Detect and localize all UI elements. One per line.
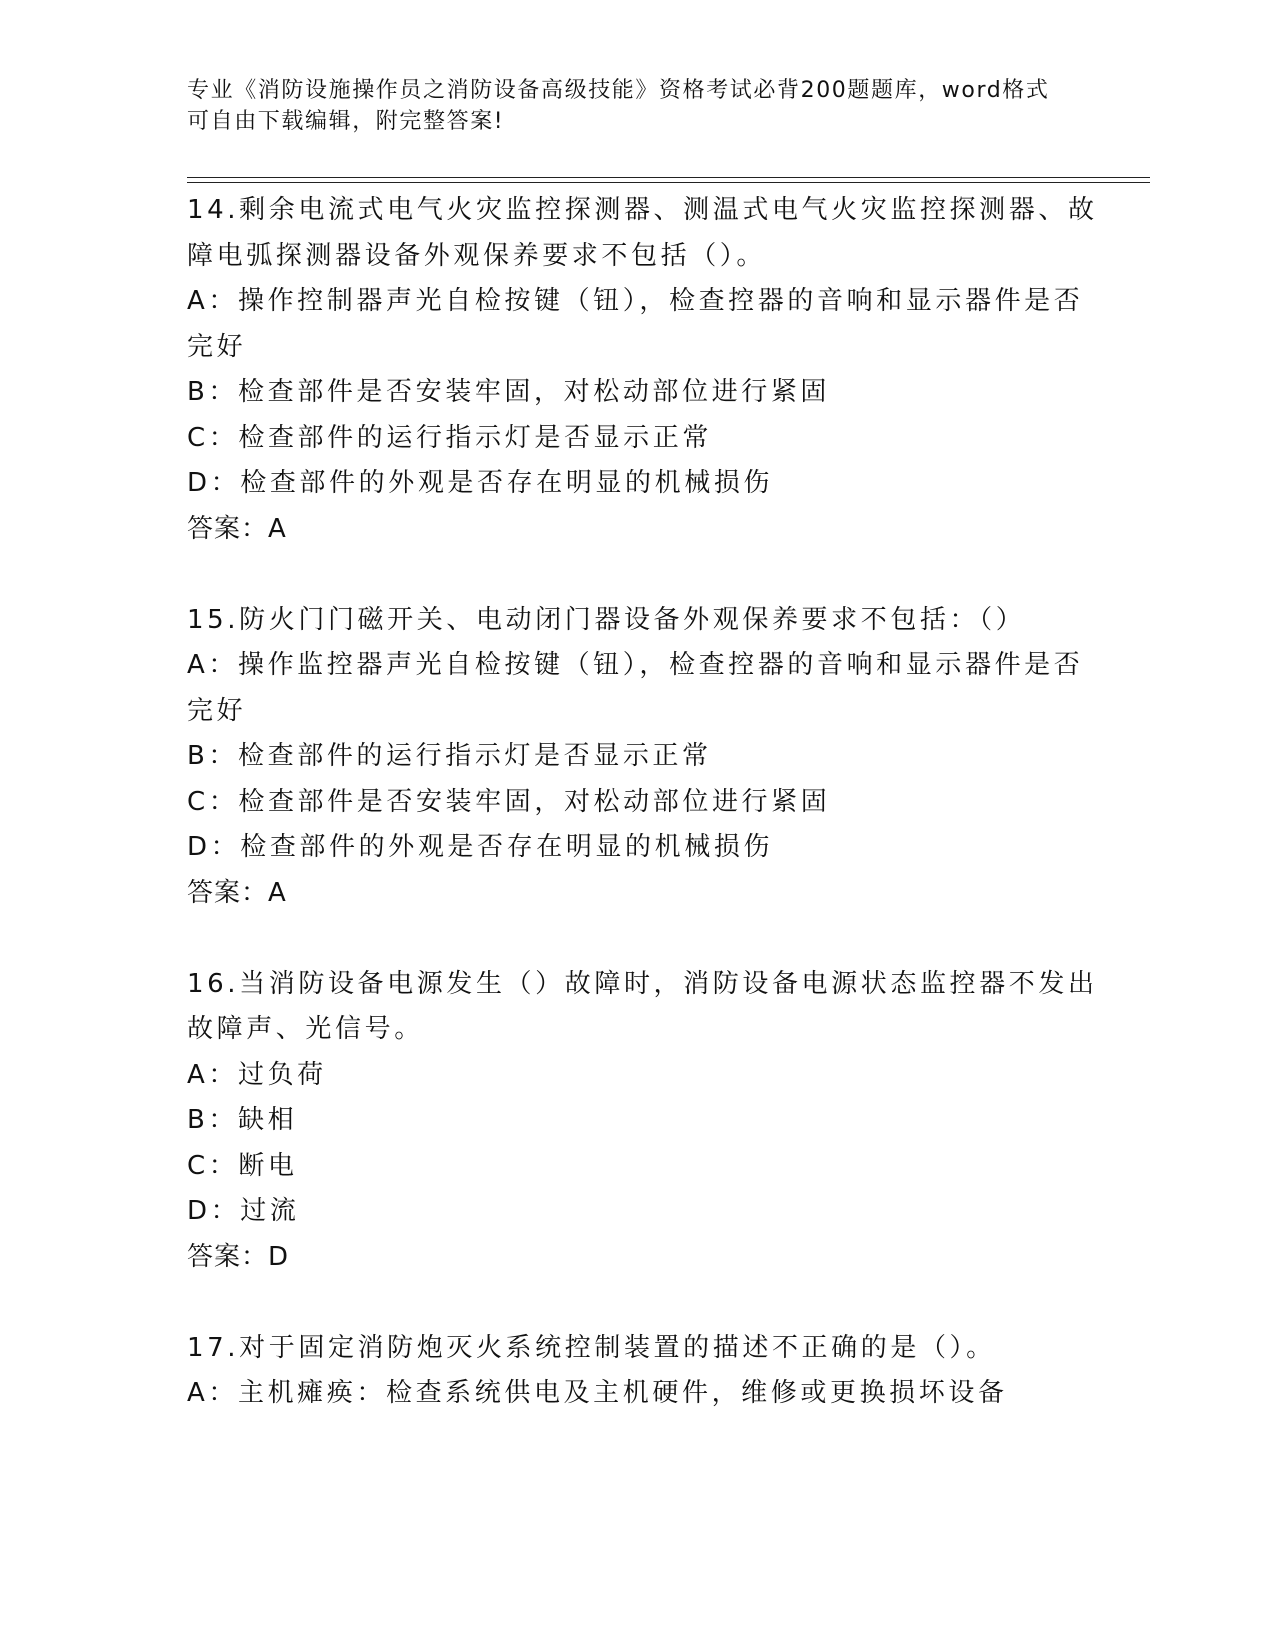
header-divider-bottom (187, 182, 1150, 183)
question-stem-line: 15.防火门门磁开关、电动闭门器设备外观保养要求不包括：（） (187, 604, 1026, 635)
option-a-continued: 完好 (187, 331, 247, 362)
option-a: A：过负荷 (187, 1059, 327, 1090)
answer-line: 答案：D (187, 1241, 290, 1272)
document-header: 专业《消防设施操作员之消防设备高级技能》资格考试必背200题题库，word格式可自由下载编辑，附完整答案! (187, 78, 1050, 134)
question-list (187, 188, 1098, 1417)
question-15 (187, 598, 1084, 917)
option-d: D：检查部件的外观是否存在明显的机械损伤 (187, 468, 774, 498)
question-stem-line: 障电弧探测器设备外观保养要求不包括（）。 (187, 240, 767, 271)
question-14 (187, 188, 1098, 552)
question-stem-line: 故障声、光信号。 (187, 1014, 424, 1044)
option-a: A：主机瘫痪：检查系统供电及主机硬件，维修或更换损坏设备 (187, 1378, 1008, 1408)
option-a: A：操作控制器声光自检按键（钮），检查控器的音响和显示器件是否 (187, 286, 1084, 316)
option-c: C：检查部件是否安装牢固，对松动部位进行紧固 (187, 786, 831, 817)
option-a-continued: 完好 (187, 695, 247, 726)
question-stem-line: 17.对于固定消防炮灭火系统控制装置的描述不正确的是（）。 (187, 1332, 996, 1363)
question-spacer (187, 916, 1067, 962)
option-d: D：过流 (187, 1196, 300, 1226)
question-stem-line: 14.剩余电流式电气火灾监控探测器、测温式电气火灾监控探测器、故 (187, 195, 1098, 225)
question-spacer (187, 552, 1067, 598)
question-stem-line: 16.当消防设备电源发生（）故障时，消防设备电源状态监控器不发出 (187, 968, 1098, 999)
question-17 (187, 1326, 1067, 1417)
answer-line: 答案：A (187, 877, 287, 908)
option-b: B：检查部件的运行指示灯是否显示正常 (187, 741, 712, 771)
option-b: B：缺相 (187, 1105, 298, 1135)
answer-line: 答案：A (187, 513, 287, 544)
option-a: A：操作监控器声光自检按键（钮），检查控器的音响和显示器件是否 (187, 650, 1084, 680)
option-c: C：断电 (187, 1150, 298, 1181)
option-b: B：检查部件是否安装牢固，对松动部位进行紧固 (187, 377, 831, 407)
header-divider-top (187, 177, 1150, 178)
question-16 (187, 962, 1098, 1281)
option-c: C：检查部件的运行指示灯是否显示正常 (187, 422, 712, 453)
option-d: D：检查部件的外观是否存在明显的机械损伤 (187, 832, 774, 862)
question-spacer (187, 1280, 1067, 1326)
